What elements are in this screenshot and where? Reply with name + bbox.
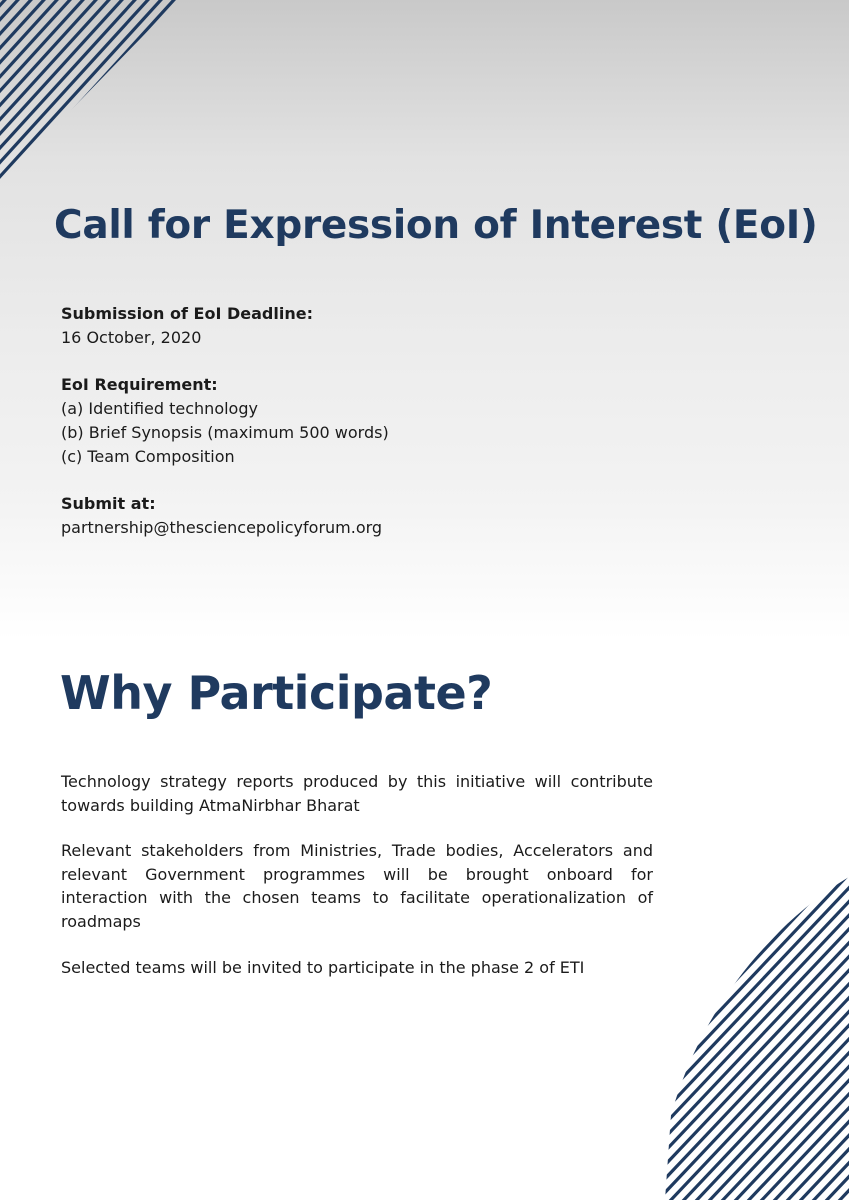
why-participate-heading: Why Participate? [60,666,493,720]
requirement-section [61,373,481,469]
page-title: Call for Expression of Interest (EoI) [54,203,818,248]
stripe-line [156,0,180,185]
submit-label: Submit at: [61,494,156,513]
submit-section [61,492,481,540]
stripe-line [0,0,180,185]
stripe-line [665,875,685,1200]
diagonal-stripes-decoration-bottom-right [665,875,849,1200]
deadline-label: Submission of EoI Deadline: [61,304,313,323]
why-paragraph: Selected teams will be invited to participate in the phase 2 of ETI [61,958,585,977]
stripe-line [78,0,180,185]
deadline-date: 16 October, 2020 [61,328,202,347]
why-paragraph: Technology strategy reports produced by this initiative will contribute towards building AtmaNirbhar Bharat [61,772,653,815]
stripe-line [104,0,180,185]
requirement-item: (b) Brief Synopsis (maximum 500 words) [61,423,389,442]
stripe-line [665,875,672,1200]
submit-email: partnership@thesciencepolicyforum.org [61,518,383,537]
requirement-item: (a) Identified technology [61,399,258,418]
stripe-line [169,0,180,185]
stripe-line [0,0,179,185]
requirement-item: (c) Team Composition [61,447,235,466]
diagonal-stripes-decoration-top-left [0,0,180,185]
why-paragraph: Relevant stakeholders from Ministries, Trade bodies, Accelerators and relevant Government programmes will be brought onboard for interaction with the chosen teams to facilitate operationalization of roadmaps [61,841,653,931]
requirement-label: EoI Requirement: [61,375,218,394]
deadline-section [61,302,481,350]
stripe-line [0,0,180,185]
stripe-line [665,875,815,1200]
